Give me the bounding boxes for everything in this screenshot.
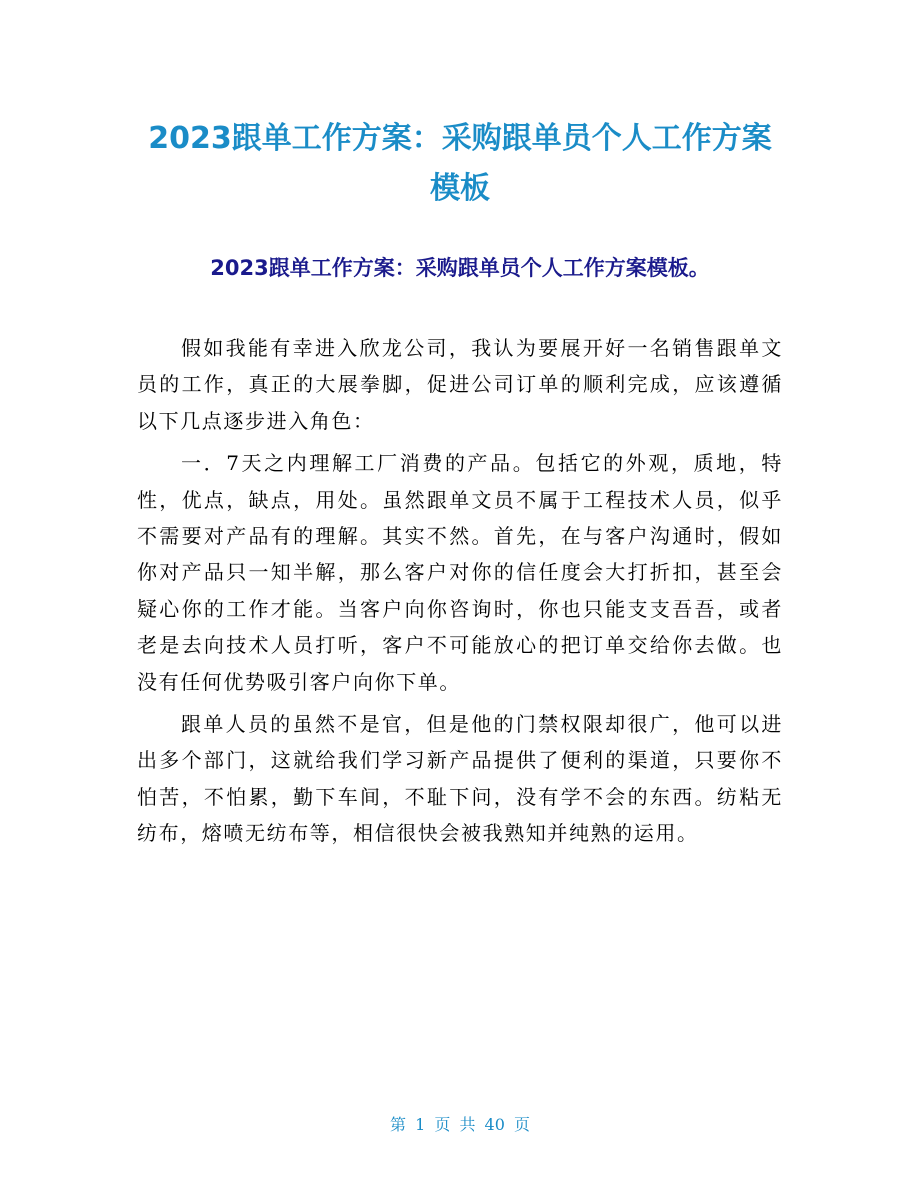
page-number-footer: 第 1 页 共 40 页 — [390, 1115, 530, 1134]
body-paragraph: 跟单人员的虽然不是官，但是他的门禁权限却很广，他可以进出多个部门，这就给我们学习新产品提供了便利的渠道，只要你不怕苦，不怕累，勤下车间，不耻下问，没有学不会的东西。纺粘无纺布，熔喷无纺布等，相信很快会被我熟知并纯熟的运用。 — [137, 712, 783, 846]
document-title-line-1: 2023跟单工作方案：采购跟单员个人工作方案 — [148, 121, 772, 156]
body-paragraph: 一．7天之内理解工厂消费的产品。包括它的外观，质地，特性，优点，缺点，用处。虽然跟单文员不属于工程技术人员，似乎不需要对产品有的理解。其实不然。首先，在与客户沟通时，假如你对产品只一知半解，那么客户对你的信任度会大打折扣，甚至会疑心你的工作才能。当客户向你咨询时，你也只能支支吾吾，或者老是去向技术人员打听，客户不可能放心的把订单交给你去做。也没有任何优势吸引客户向你下单。 — [137, 451, 783, 694]
document-body — [137, 330, 783, 858]
body-paragraph: 假如我能有幸进入欣龙公司，我认为要展开好一名销售跟单文员的工作，真正的大展拳脚，促进公司订单的顺利完成，应该遵循以下几点逐步进入角色： — [137, 336, 783, 433]
section-heading: 2023跟单工作方案：采购跟单员个人工作方案模板。 — [210, 256, 710, 280]
document-title — [120, 114, 800, 214]
document-title-line-2: 模板 — [430, 171, 490, 206]
